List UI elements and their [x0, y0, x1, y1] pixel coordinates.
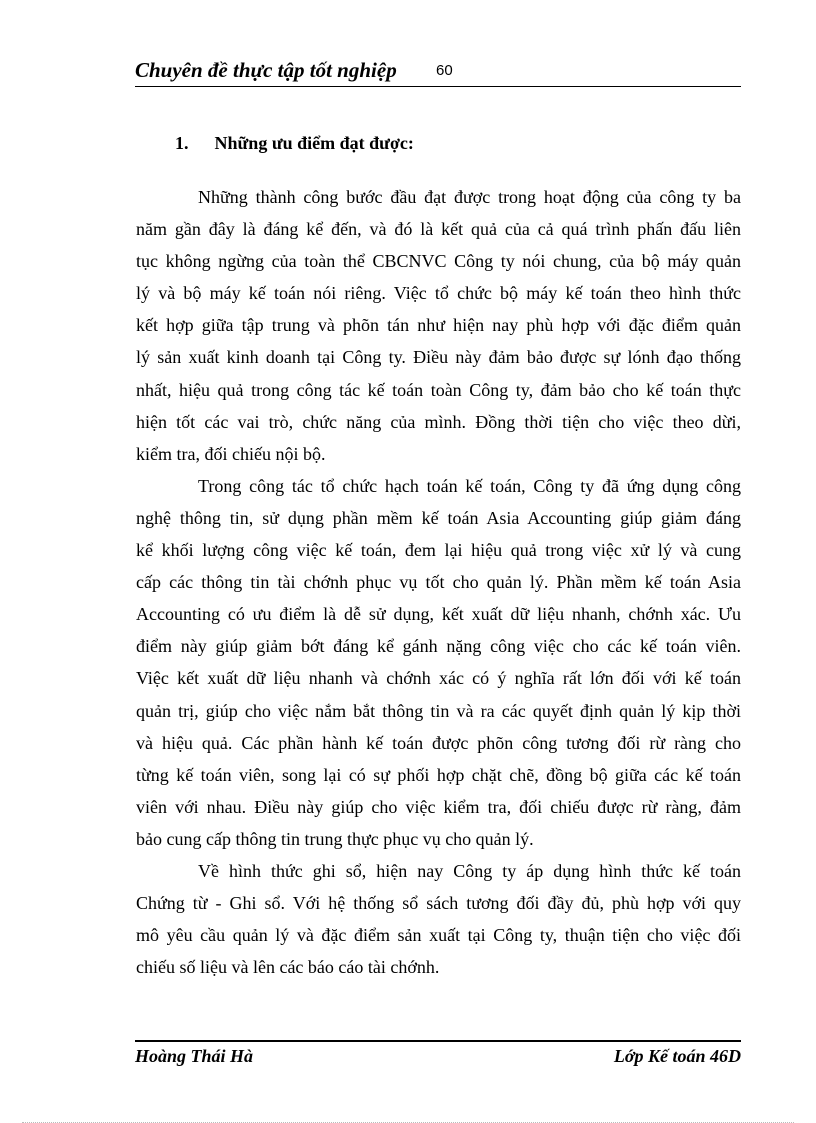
- section-number: 1.: [175, 133, 189, 153]
- header-divider: [135, 86, 741, 87]
- paragraph: [136, 855, 741, 983]
- paragraph-line: Việc kết xuất dữ liệu nhanh và chớnh xác có ý nghĩa rất lớn đối với kế toán: [136, 668, 741, 689]
- paragraph-line: Về hình thức ghi sổ, hiện nay Công ty áp dụng hình thức kế toán: [198, 860, 741, 881]
- paragraph-line: nghệ thông tin, sử dụng phần mềm kế toán Asia Accounting giúp giảm đáng: [136, 507, 741, 528]
- paragraph: [136, 181, 741, 470]
- paragraph-line: viên với nhau. Điều này giúp cho việc kiểm tra, đối chiếu được rừ ràng, đảm: [136, 796, 741, 817]
- paragraph-line: năm gần đây là đáng kể đến, và đó là kết quả của cả quá trình phấn đấu liên: [136, 219, 741, 240]
- paragraph-line: Những thành công bước đầu đạt được trong hoạt động của công ty ba: [198, 187, 741, 207]
- paragraph-line: kết hợp giữa tập trung và phõn tán như hiện nay phù hợp với đặc điểm quản: [136, 315, 741, 336]
- footer-class: Lớp Kế toán 46D: [613, 1046, 741, 1066]
- paragraph-line: nhất, hiệu quả trong công tác kế toán toàn Công ty, đảm bảo cho kế toán thực: [136, 379, 741, 400]
- paragraph-line: chiếu số liệu và lên các báo cáo tài chớnh.: [136, 957, 440, 978]
- page-number: 60: [436, 62, 453, 79]
- paragraph-line: Chứng từ - Ghi sổ. Với hệ thống sổ sách tương đối đầy đủ, phù hợp với quy: [136, 893, 741, 914]
- paragraph: [136, 470, 741, 855]
- paragraph-line: lý và bộ máy kế toán nói riêng. Việc tổ chức bộ máy kế toán theo hình thức: [136, 283, 741, 304]
- paragraph-line: Accounting có ưu điểm là dễ sử dụng, kết xuất dữ liệu nhanh, chớnh xác. Ưu: [136, 604, 741, 625]
- paragraph-line: mô yêu cầu quản lý và đặc điểm sản xuất tại Công ty, thuận tiện cho việc đối: [136, 925, 741, 946]
- body-text: [136, 181, 741, 983]
- header-title: Chuyên đề thực tập tốt nghiệp: [135, 58, 397, 82]
- paragraph-line: điểm này giúp giảm bớt đáng kể gánh nặng công việc cho các kế toán viên.: [136, 636, 741, 657]
- paragraph-line: tục không ngừng của toàn thể CBCNVC Công ty nói chung, của bộ máy quản: [136, 251, 741, 272]
- paragraph-line: kể khối lượng công việc kế toán, đem lại hiệu quả trong việc xử lý và cung: [136, 540, 741, 561]
- footer-divider: [135, 1040, 741, 1042]
- paragraph-line: kiểm tra, đối chiếu nội bộ.: [136, 443, 326, 464]
- section-title: Những ưu điểm đạt được:: [214, 133, 414, 153]
- paragraph-line: từng kế toán viên, song lại có sự phối hợp chặt chẽ, đồng bộ giữa các kế toán: [136, 764, 741, 785]
- footer-author: Hoàng Thái Hà: [135, 1046, 254, 1066]
- section-heading: [175, 133, 414, 154]
- paragraph-line: cấp các thông tin tài chớnh phục vụ tốt cho quản lý. Phần mềm kế toán Asia: [136, 572, 741, 593]
- paragraph-line: Trong công tác tổ chức hạch toán kế toán, Công ty đã ứng dụng công: [198, 475, 741, 496]
- paragraph-line: và hiệu quả. Các phần hành kế toán được phõn công tương đối rừ ràng cho: [136, 732, 741, 753]
- paragraph-line: lý sản xuất kinh doanh tại Công ty. Điều này đảm bảo được sự lónh đạo thống: [136, 347, 741, 368]
- paragraph-line: quản trị, giúp cho việc nắm bắt thông tin và ra các quyết định quản lý kịp thời: [136, 700, 741, 721]
- paragraph-line: bảo cung cấp thông tin trung thực phục vụ cho quản lý.: [136, 828, 534, 849]
- paragraph-line: hiện tốt các vai trò, chức năng của mình. Đồng thời tiện cho việc theo dừi,: [136, 411, 741, 432]
